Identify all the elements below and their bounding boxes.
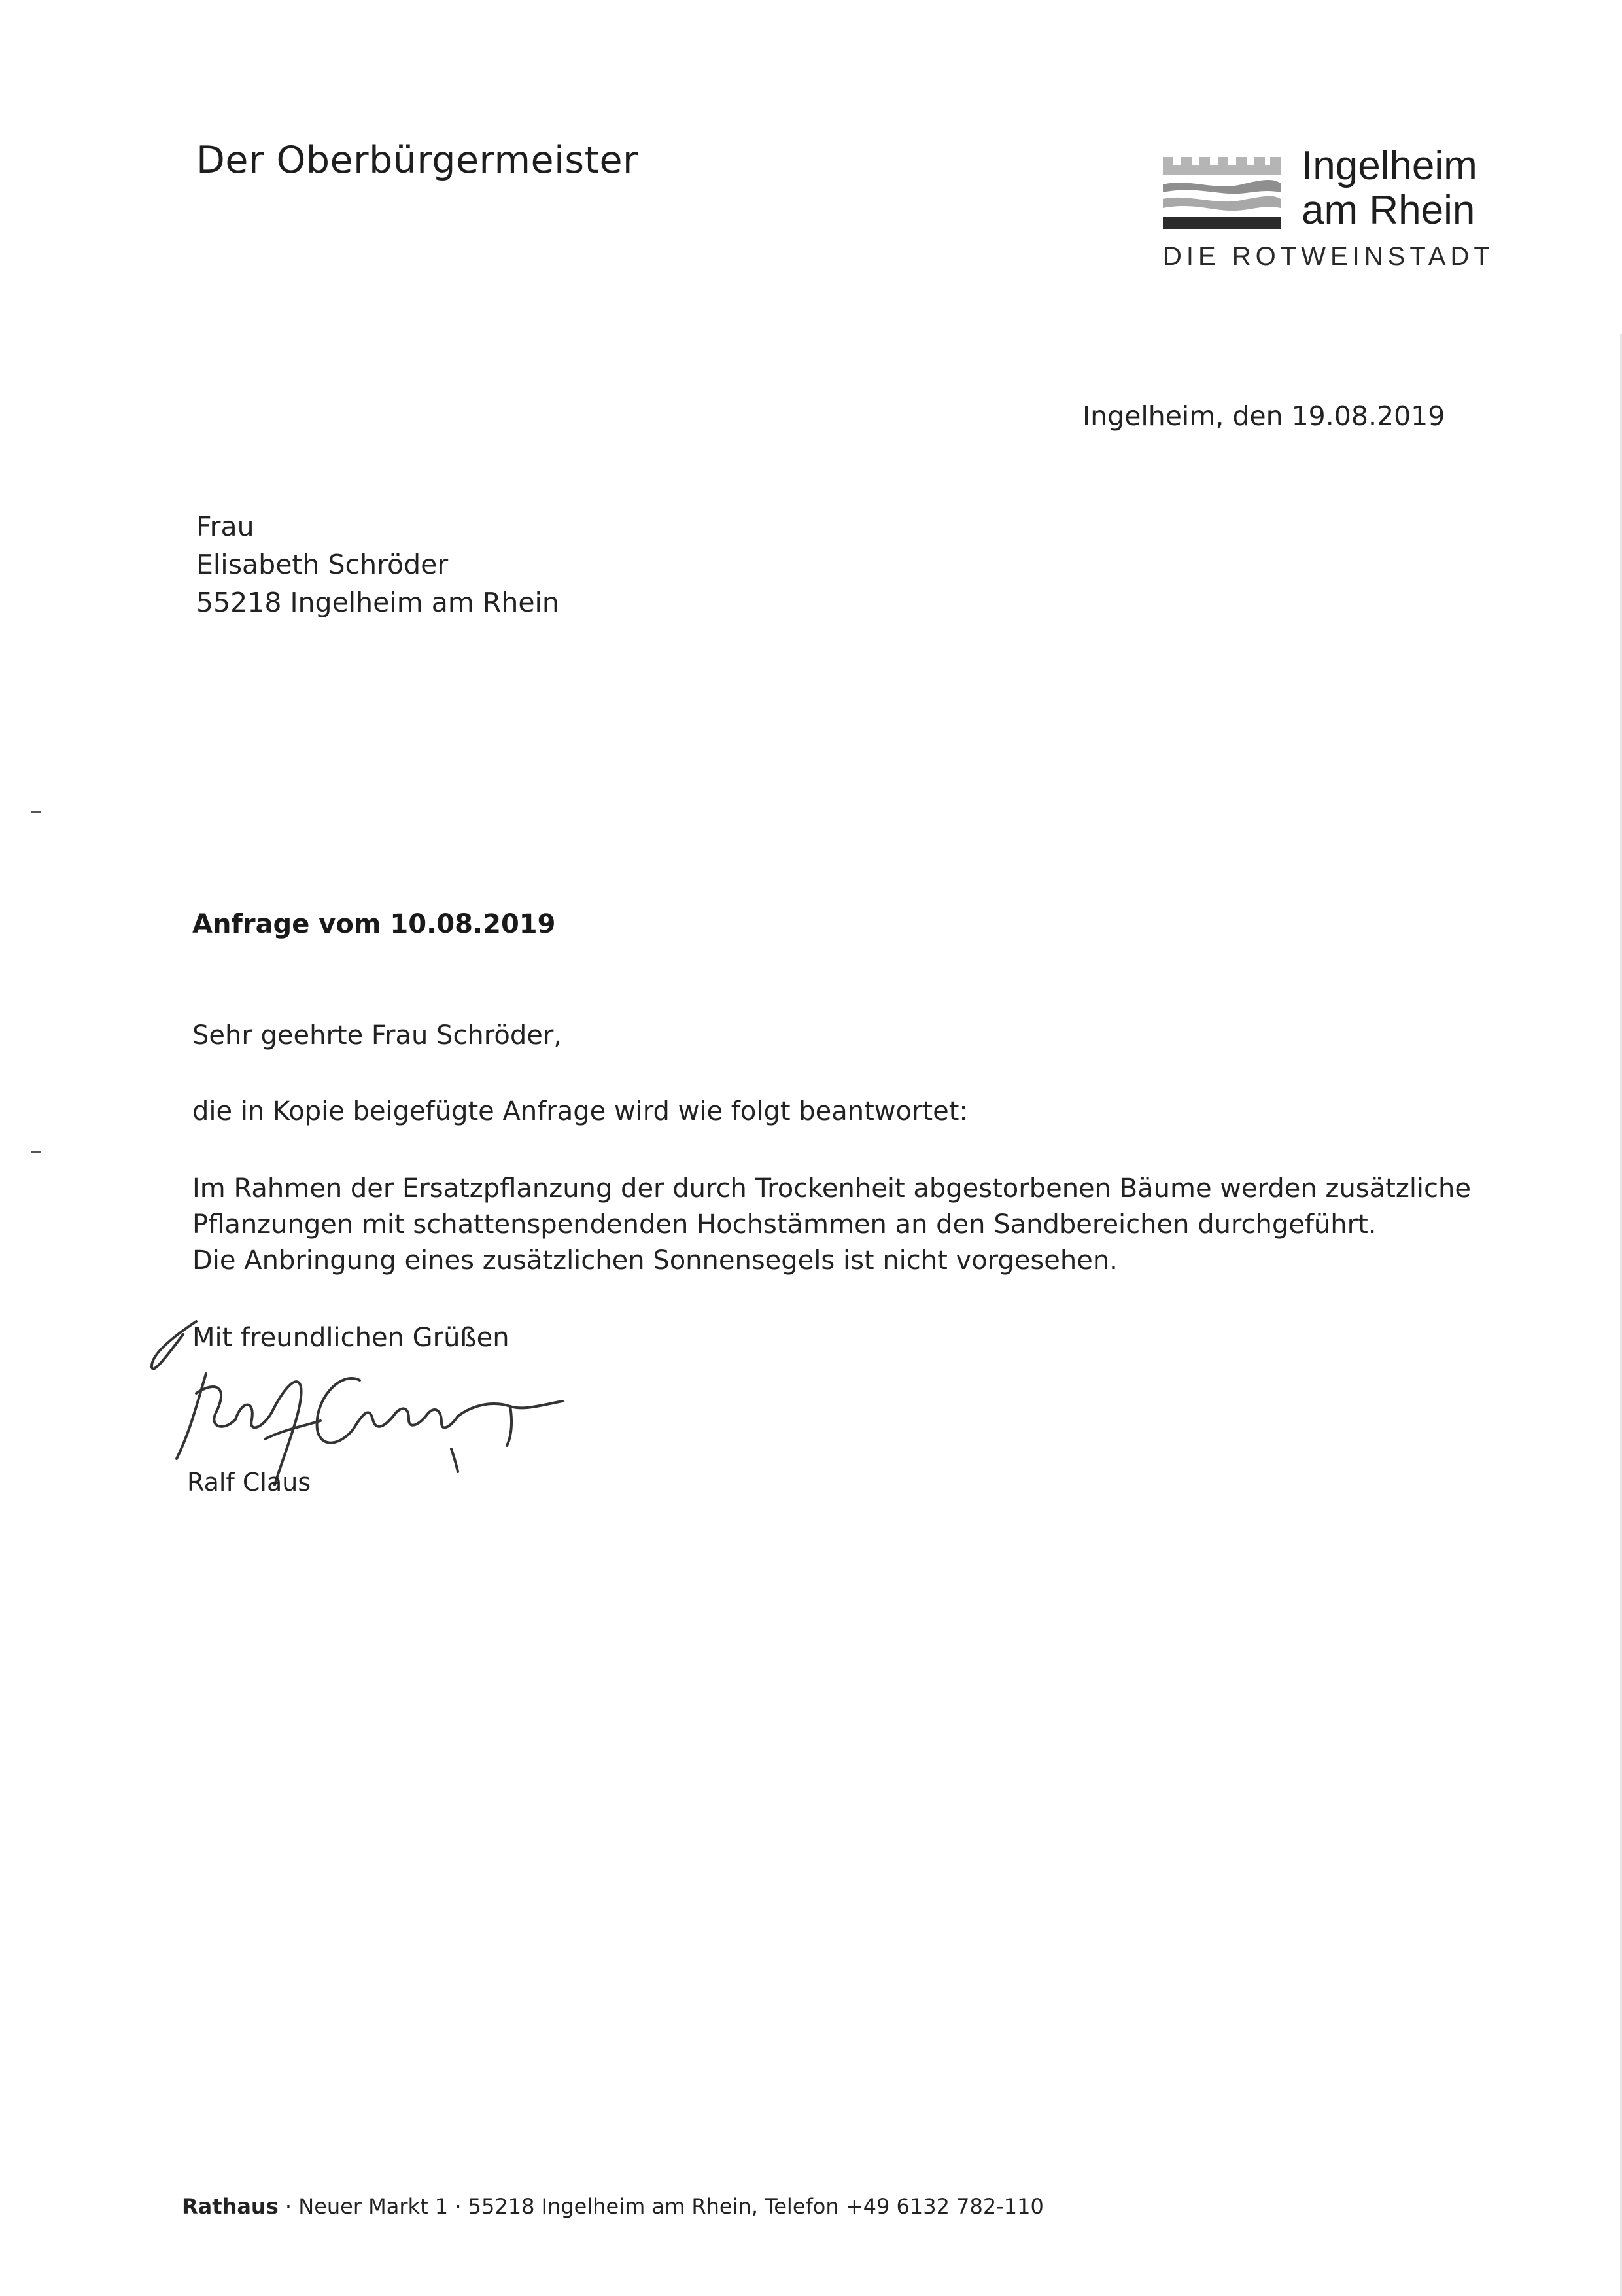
city-logo xyxy=(1163,144,1503,275)
body-paragraph xyxy=(192,1171,1471,1279)
footer-label: Rathaus xyxy=(182,2194,279,2219)
logo-tagline: DIE ROTWEINSTADT xyxy=(1163,242,1494,271)
body-line: Im Rahmen der Ersatzpflanzung der durch Trockenheit abgestorbenen Bäume werden zusätzliche xyxy=(192,1174,1471,1204)
footer-address: · Neuer Markt 1 · 55218 Ingelheim am Rhein, Telefon +49 6132 782-110 xyxy=(278,2194,1044,2219)
subject-line: Anfrage vom 10.08.2019 xyxy=(192,909,556,939)
recipient-address xyxy=(196,508,559,621)
recipient-city: 55218 Ingelheim am Rhein xyxy=(196,587,559,618)
fold-mark xyxy=(31,811,41,813)
recipient-name: Elisabeth Schröder xyxy=(196,549,449,580)
city-emblem-icon xyxy=(1163,152,1281,235)
logo-name-line2: am Rhein xyxy=(1302,188,1475,233)
footer xyxy=(182,2194,1044,2219)
fold-mark xyxy=(31,1151,41,1153)
salutation: Sehr geehrte Frau Schröder, xyxy=(192,1020,562,1051)
signer-name: Ralf Claus xyxy=(187,1468,311,1497)
body-line: Die Anbringung eines zusätzlichen Sonnensegels ist nicht vorgesehen. xyxy=(192,1245,1118,1276)
sender-title: Der Oberbürgermeister xyxy=(196,139,638,182)
intro-paragraph: die in Kopie beigefügte Anfrage wird wie folgt beantwortet: xyxy=(192,1096,968,1126)
body-line: Pflanzungen mit schattenspendenden Hochstämmen an den Sandbereichen durchgeführt. xyxy=(192,1209,1377,1240)
logo-name xyxy=(1302,144,1477,233)
date-line: Ingelheim, den 19.08.2019 xyxy=(1082,400,1445,432)
recipient-title: Frau xyxy=(196,511,254,542)
closing: Mit freundlichen Grüßen xyxy=(192,1323,509,1353)
logo-name-line1: Ingelheim xyxy=(1302,143,1477,188)
